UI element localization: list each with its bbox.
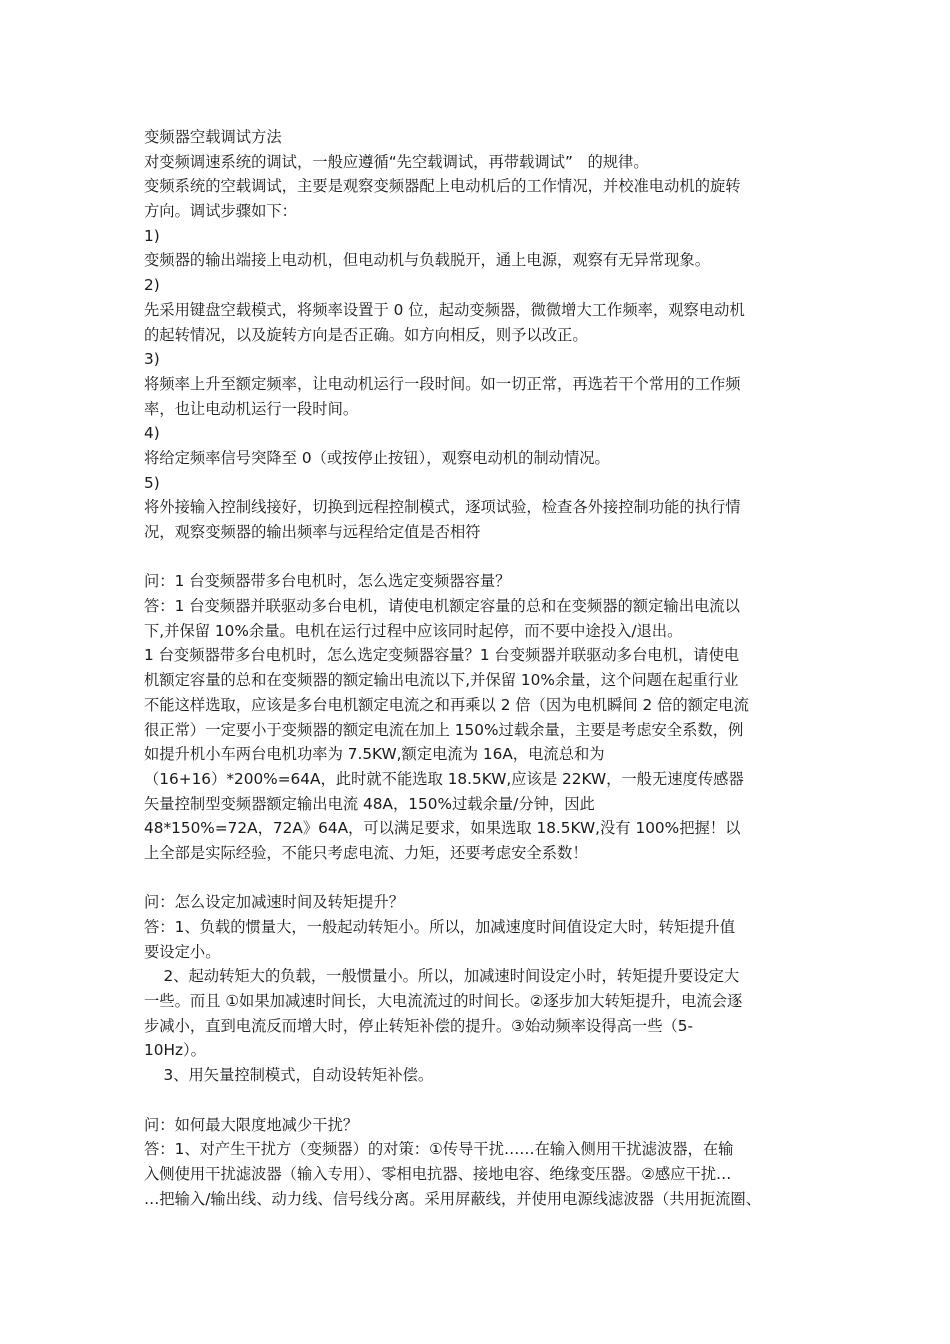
- text-line: 5): [144, 473, 160, 492]
- text-line: 将外接输入控制线接好，切换到远程控制模式，逐项试验，检查各外接控制功能的执行情: [144, 498, 741, 517]
- text-line: 入侧使用干扰滤波器（输入专用）、零相电抗器、接地电容、绝缘变压器。②感应干扰…: [144, 1164, 732, 1183]
- text-line: 问：怎么设定加减速时间及转矩提升？: [144, 893, 405, 912]
- text-line: 将频率上升至额定频率，让电动机运行一段时间。如一切正常，再选若干个常用的工作频: [144, 374, 741, 393]
- text-line: 机额定容量的总和在变频器的额定输出电流以下,并保留 10%余量，这个问题在起重行业: [144, 671, 739, 690]
- text-line: 48*150%=72A，72A》64A，可以满足要求，如果选取 18.5KW,没有 100%把握！以: [144, 819, 741, 838]
- text-line: 如提升机小车两台电机功率为 7.5KW,额定电流为 16A，电流总和为: [144, 745, 605, 764]
- text-line: 3、用矢量控制模式，自动设转矩补偿。: [144, 1066, 434, 1085]
- text-line: 将给定频率信号突降至 0（或按停止按钮），观察电动机的制动情况。: [144, 448, 610, 467]
- text-line: 要设定小。: [144, 942, 221, 961]
- document-title: 变频器空载调试方法: [144, 128, 282, 146]
- text-line: 4): [144, 424, 160, 443]
- text-line: 变频系统的空载调试，主要是观察变频器配上电动机后的工作情况，并校准电动机的旋转: [144, 177, 741, 196]
- text-line: 对变频调速系统的调试，一般应遵循“先空载调试，再带载调试” 的规律。: [144, 152, 649, 171]
- text-line: 问：如何最大限度地减少干扰？: [144, 1115, 359, 1134]
- text-line: 答：1、负载的惯量大，一般起动转矩小。所以，加减速度时间值设定大时，转矩提升值: [144, 918, 736, 936]
- document-body: [144, 125, 809, 1211]
- text-line: 矢量控制型变频器额定输出电流 48A，150%过载余量/分钟，因此: [144, 794, 595, 813]
- text-line: 一些。而且 ①如果加减速时间长，大电流流过的时间长。②逐步加大转矩提升，电流会逐: [144, 992, 743, 1011]
- text-line: …把输入/输出线、动力线、信号线分离。采用屏蔽线，并使用电源线滤波器（共用扼流圈、: [144, 1189, 762, 1208]
- text-line: 不能这样选取，应该是多台电机额定电流之和再乘以 2 倍（因为电机瞬间 2 倍的额定电流: [144, 695, 749, 714]
- text-line: 方向。调试步骤如下：: [144, 202, 297, 221]
- document-text: [144, 150, 809, 1212]
- text-line: 2): [144, 276, 160, 295]
- text-line: 下,并保留 10%余量。电机在运行过程中应该同时起停，而不要中途投入/退出。: [144, 621, 683, 640]
- text-line: 先采用键盘空载模式，将频率设置于 0 位，起动变频器，微微增大工作频率，观察电动机: [144, 300, 745, 319]
- text-line: （16+16）*200%=64A，此时就不能选取 18.5KW,应该是 22KW，一般无速度传感器: [144, 769, 744, 788]
- blank-line: [144, 1088, 809, 1113]
- text-line: 步减小，直到电流反而增大时，停止转矩补偿的提升。③始动频率设得高一些（5-: [144, 1016, 694, 1035]
- text-line: 上全部是实际经验，不能只考虑电流、力矩，还要考虑安全系数！: [144, 843, 588, 862]
- text-line: 的起转情况，以及旋转方向是否正确。如方向相反，则予以改正。: [144, 325, 588, 344]
- text-line: 率，也让电动机运行一段时间。: [144, 399, 359, 418]
- text-line: 1 台变频器带多台电机时，怎么选定变频器容量？1 台变频器并联驱动多台电机，请使电: [144, 646, 740, 665]
- text-line: 1): [144, 226, 160, 245]
- text-line: 答：1 台变频器并联驱动多台电机，请使电机额定容量的总和在变频器的额定输出电流以: [144, 597, 740, 616]
- blank-line: [144, 545, 809, 570]
- text-line: 况，观察变频器的输出频率与远程给定值是否相符: [144, 523, 481, 541]
- text-line: 2、起动转矩大的负载，一般惯量小。所以，加减速时间设定小时，转矩提升要设定大: [144, 967, 740, 986]
- text-line: 10Hz）。: [144, 1041, 206, 1060]
- text-line: 变频器的输出端接上电动机，但电动机与负载脱开，通上电源，观察有无异常现象。: [144, 251, 710, 270]
- text-line: 问：1 台变频器带多台电机时，怎么选定变频器容量？: [144, 572, 511, 591]
- blank-line: [144, 866, 809, 891]
- text-line: 很正常）一定要小于变频器的额定电流在加上 150%过载余量，主要是考虑安全系数，例: [144, 720, 744, 739]
- text-line: 3): [144, 350, 160, 369]
- text-line: 答：1、对产生干扰方（变频器）的对策：①传导干扰……在输入侧用干扰滤波器，在输: [144, 1140, 734, 1159]
